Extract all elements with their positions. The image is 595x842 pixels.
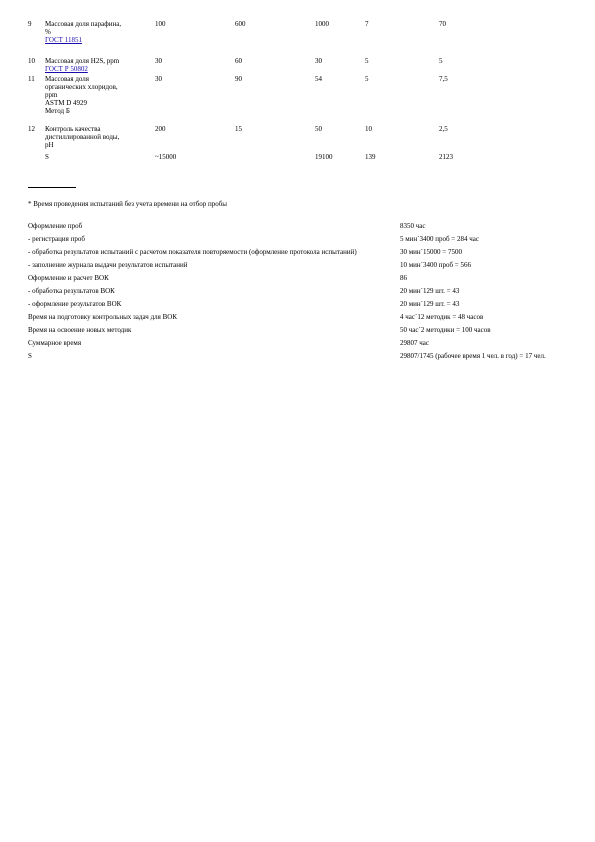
row-value: 20 мин´129 шт. = 43: [400, 287, 460, 295]
test-name-line: ppm: [45, 91, 58, 99]
table-row: [28, 261, 568, 274]
test-time-table: [28, 20, 479, 161]
test-name-line: Массовая доля H2S, ppm: [45, 57, 120, 65]
row-value: 30 мин´15000 = 7500: [400, 248, 462, 256]
test-name-line: pH: [45, 141, 54, 149]
gost-link[interactable]: ГОСТ Р 50802: [45, 65, 88, 73]
time-summary-table: [28, 222, 568, 365]
row-label: S: [28, 352, 32, 360]
test-name-cell: [45, 57, 155, 75]
table-row: [28, 352, 568, 365]
row-label: - регистрация проб: [28, 235, 85, 243]
table-row: [28, 222, 568, 235]
test-name-line: дистиллированной воды,: [45, 133, 120, 141]
row-number: 11: [28, 75, 35, 83]
total-row: [28, 153, 479, 161]
cell: 15: [235, 125, 242, 133]
cell: 30: [155, 75, 162, 83]
gost-link[interactable]: ГОСТ 11851: [45, 36, 82, 44]
cell: 600: [235, 20, 246, 28]
footnote: * Время проведения испытаний без учета времени на отбор пробы: [28, 200, 228, 208]
row-number: 9: [28, 20, 32, 28]
test-name-line: Массовая доля: [45, 75, 90, 83]
row-label: - обработка результатов ВОК: [28, 287, 115, 295]
test-name-cell: [45, 75, 155, 125]
cell: 60: [235, 57, 242, 65]
cell: 2,5: [439, 125, 448, 133]
table-row: [28, 287, 568, 300]
test-name-line: Контроль качества: [45, 125, 101, 133]
cell: 2123: [439, 153, 453, 161]
cell: 50: [315, 125, 322, 133]
row-label: - обработка результатов испытаний с расчетом показателя повторяемости (оформление протокола испытаний): [28, 248, 357, 256]
cell: 19100: [315, 153, 333, 161]
row-value: 5 мин´3400 проб = 284 час: [400, 235, 479, 243]
table-row: [28, 57, 479, 75]
cell: 7,5: [439, 75, 448, 83]
cell: 1000: [315, 20, 329, 28]
row-label: Время на освоение новых методик: [28, 326, 132, 334]
row-label: - оформление результатов ВОК: [28, 300, 122, 308]
table-row: [28, 248, 568, 261]
row-number: 10: [28, 57, 35, 65]
row-value: 29807 час: [400, 339, 429, 347]
cell: 100: [155, 20, 166, 28]
table-row: [28, 300, 568, 313]
row-value: 86: [400, 274, 407, 282]
table-row: [28, 75, 479, 125]
cell: 10: [365, 125, 372, 133]
row-label: - заполнение журнала выдачи результатов испытаний: [28, 261, 188, 269]
total-label: S: [45, 153, 49, 161]
table-row: [28, 235, 568, 248]
row-value: 8350 час: [400, 222, 426, 230]
test-name-line: органических хлоридов,: [45, 83, 118, 91]
test-name-cell: [45, 20, 155, 57]
table-row: [28, 20, 479, 57]
table-row: [28, 339, 568, 352]
row-value: 20 мин´129 шт. = 43: [400, 300, 460, 308]
test-name-line: %: [45, 28, 51, 36]
cell: 54: [315, 75, 322, 83]
test-name-line: Метод Б: [45, 107, 70, 115]
table-row: [28, 326, 568, 339]
row-value: 50 час´2 методики = 100 часов: [400, 326, 491, 334]
cell: 5: [365, 57, 369, 65]
row-label: Суммарное время: [28, 339, 82, 347]
table-row: [28, 274, 568, 287]
test-name-line: ASTM D 4929: [45, 99, 88, 107]
cell: 70: [439, 20, 446, 28]
row-number: [28, 153, 45, 161]
table-row: [28, 313, 568, 326]
test-name-line: Массовая доля парафина,: [45, 20, 122, 28]
table-row: [28, 125, 479, 153]
cell: 30: [315, 57, 322, 65]
row-label: Время на подготовку контрольных задач для ВОК: [28, 313, 177, 321]
cell: 5: [439, 57, 443, 65]
cell: [235, 153, 315, 161]
row-label: Оформление и расчет ВОК: [28, 274, 109, 282]
row-number: 12: [28, 125, 35, 133]
cell: 30: [155, 57, 162, 65]
test-name-cell: [45, 125, 155, 153]
footnote-divider: [28, 187, 76, 188]
cell: 200: [155, 125, 166, 133]
cell: 139: [365, 153, 376, 161]
cell: 5: [365, 75, 369, 83]
row-value: 4 час´12 методик = 48 часов: [400, 313, 484, 321]
cell: 7: [365, 20, 369, 28]
cell: 90: [235, 75, 242, 83]
cell: ~15000: [155, 153, 177, 161]
row-value: 10 мин´3400 проб = 566: [400, 261, 472, 269]
row-value: 29807/1745 (рабочее время 1 чел. в год) = 17 чел.: [400, 352, 546, 360]
row-label: Оформление проб: [28, 222, 83, 230]
